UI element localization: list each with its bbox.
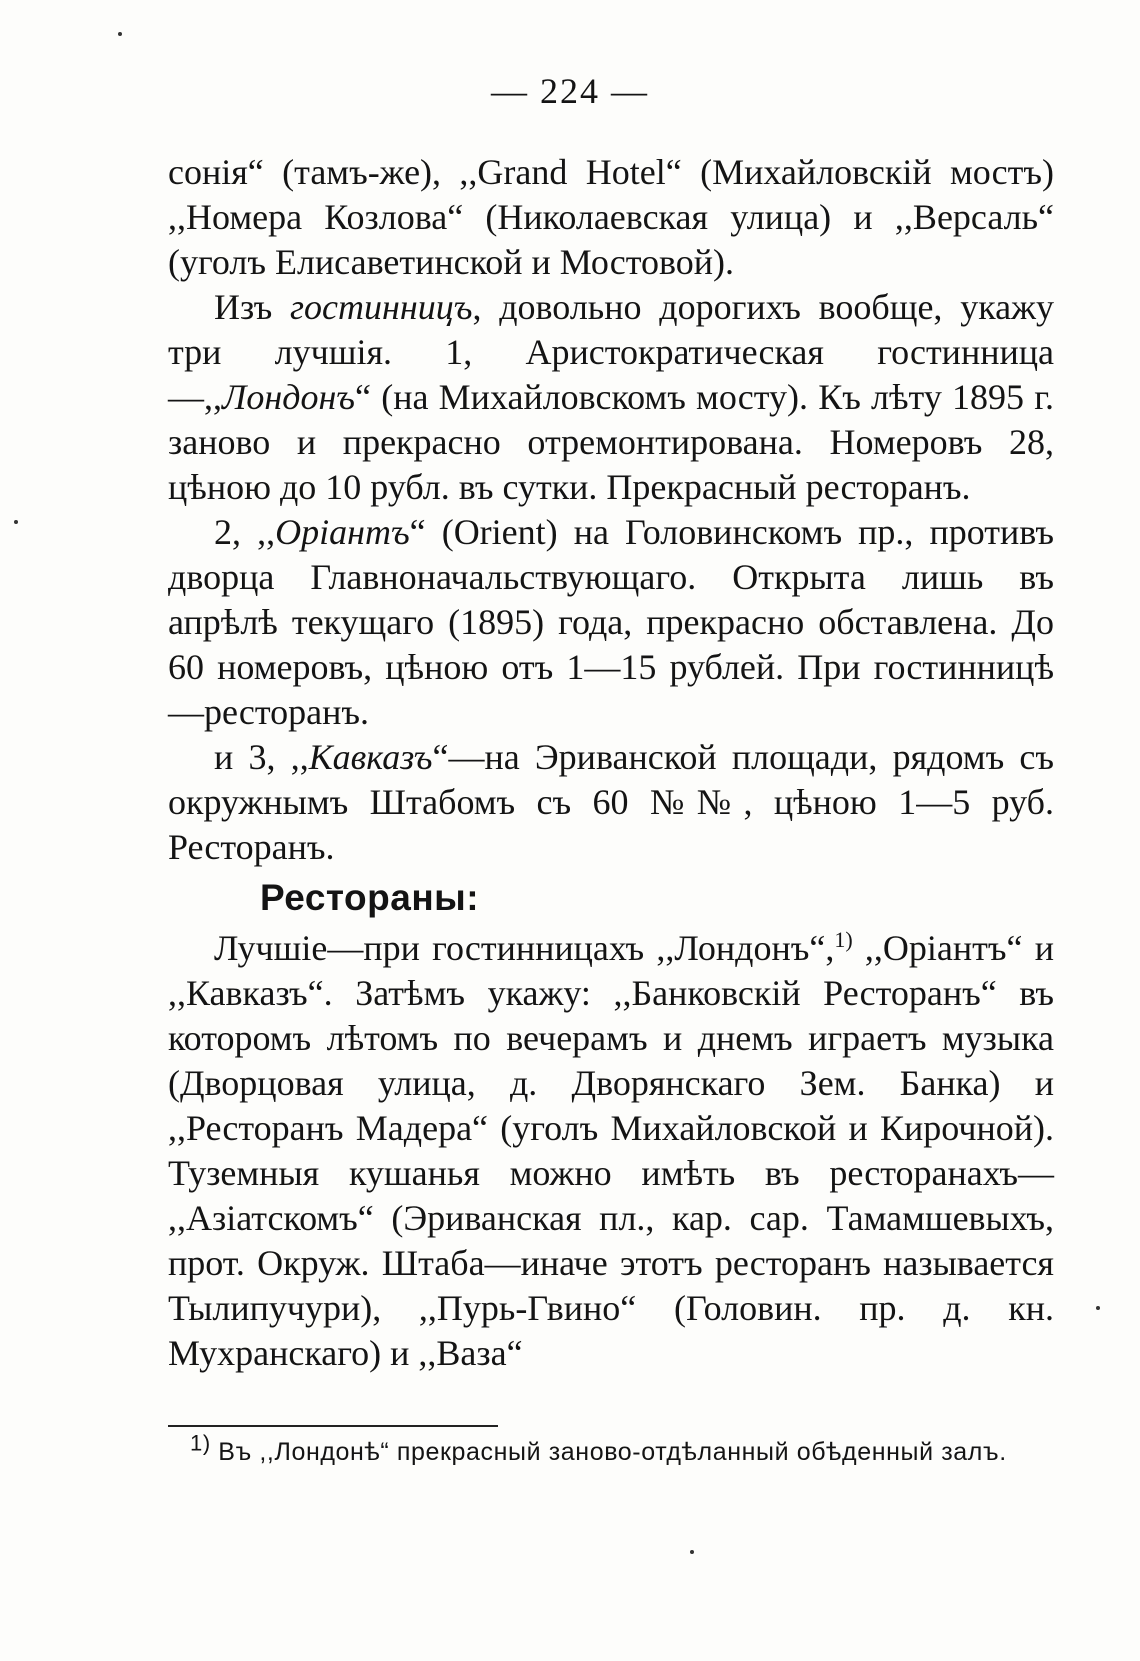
text-run: , довольно дорогихъ вообще, укажу три лучшія. 1, Аристократическая гостинница—,, [168, 287, 1055, 417]
paragraph-hotels-intro: сонія“ (тамъ-же), ,,Grand Hotel“ (Михайловскій мостъ) ,,Номера Козлова“ (Николаевская улица) и ,,Версаль“ (уголъ Елисаветинской и Мостовой). [168, 152, 1054, 282]
body-text [168, 150, 1054, 1376]
footnote-reference: 1) [834, 927, 853, 952]
paragraph-restaurants [168, 926, 1054, 1376]
text-run: “—на Эриванской площади, рядомъ съ окружнымъ Штабомъ съ 60 №№, цѣною 1—5 руб. Ресторанъ. [168, 737, 1055, 867]
emphasis-kavkaz: Кавказъ [308, 737, 433, 777]
print-speck [118, 32, 122, 36]
section-heading-restaurants: Рестораны: [260, 877, 480, 918]
footnote-marker: 1) [190, 1430, 211, 1456]
text-run: “ (на Михайловскомъ мосту). Къ лѣту 1895 г. заново и прекрасно отремонтирована. Номеровъ 28, цѣною до 10 рубл. въ сутки. Прекрасный ресторанъ. [168, 377, 1054, 507]
text-run: ,,Оріантъ“ и ,,Кавказъ“. Затѣмъ укажу: ,,Банковскій Ресторанъ“ въ которомъ лѣтомъ по вечерамъ и днемъ играетъ музыка (Дворцовая улица, д. Дворянскаго Зем. Банка) и ,,Ресторанъ Мадера“ (уголъ Михайловской и Кирочной). Туземныя кушанья можно имѣть въ ресторанахъ— ,,Азіатскомъ“ (Эриванская пл., кар. сар. Тамамшевыхъ, прот. Окруж. Штаба—иначе этотъ ресторанъ называется Тылипучури), ,,Пурь-Гвино“ (Головин. пр. д. кн. Мухранскаго) и ,,Ваза“ [168, 928, 1054, 1373]
text-run: 2, ,, [214, 512, 276, 552]
text-run: “ (Orient) на Головинскомъ пр., противъ дворца Главноначальствующаго. Открыта лишь въ апрѣлѣ текущаго (1895) года, прекрасно обставлена. До 60 номеровъ, цѣною отъ 1—15 рублей. При гостинницѣ—ресторанъ. [168, 512, 1055, 732]
emphasis-hotels: гостинницъ [290, 287, 473, 327]
emphasis-london: Лондонъ [222, 377, 355, 417]
emphasis-orient: Оріантъ [275, 512, 410, 552]
print-speck [14, 520, 18, 524]
footnote-divider [168, 1425, 498, 1427]
footnote-text: Въ ,,Лондонѣ“ прекрасный заново-отдѣланный обѣденный залъ. [210, 1438, 1007, 1466]
page-number: — 224 — [491, 71, 649, 111]
footnote [168, 1430, 1054, 1469]
paragraph-orient [168, 510, 1054, 735]
print-speck [1096, 1306, 1100, 1310]
text-run: Изъ [214, 287, 291, 327]
paragraph-hotels [168, 285, 1054, 510]
print-speck [690, 1550, 694, 1554]
text-run: и 3, ,, [214, 737, 309, 777]
paragraph-kavkaz [168, 735, 1054, 870]
text-run: Лучшіе—при гостинницахъ ,,Лондонъ“, [214, 928, 835, 968]
